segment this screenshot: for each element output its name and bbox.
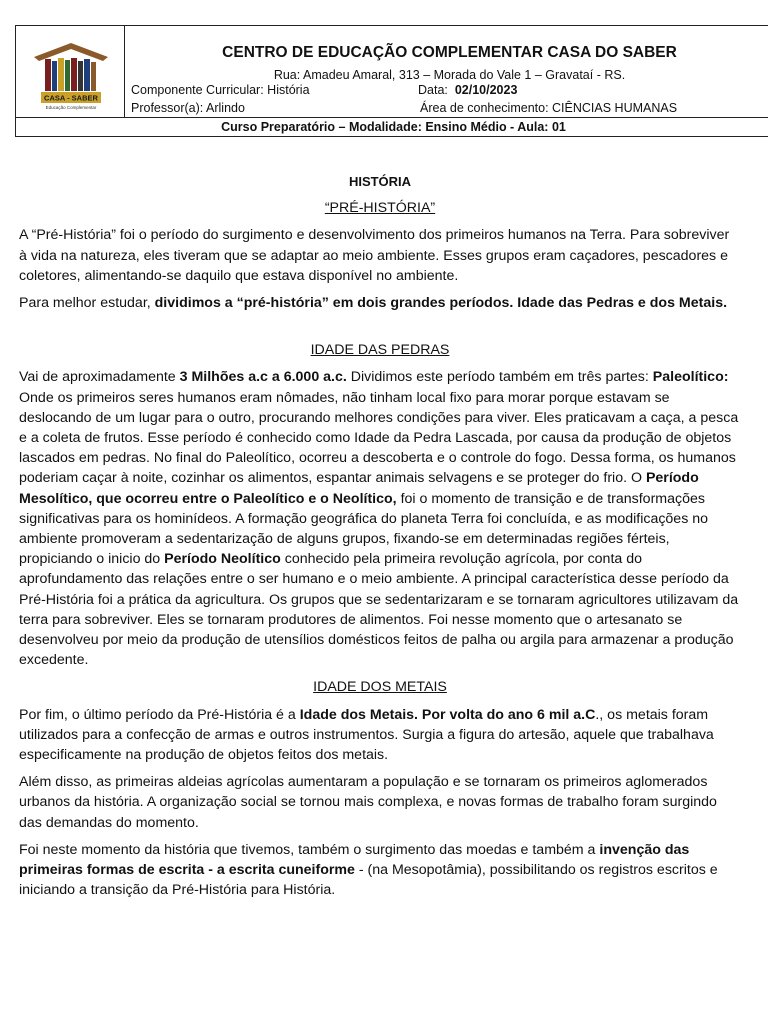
document-header (15, 25, 768, 137)
stones-date-range: 3 Milhões a.c a 6.000 a.c. (179, 369, 347, 386)
metals-age-term: Idade dos Metais. Por volta do ano 6 mil a.C (299, 706, 596, 723)
stones-text-g: foi o momento de transição e de transformações significativas para os hominídeos. A formação geográfica do planeta Terra foi concluída, e as modificações no ambiente promoveram a sedentarização de alguns grupos, fixando-se em determinadas regiões férteis, propiciando o inicio do (19, 490, 709, 568)
header-box (15, 25, 768, 118)
stones-text-e: Onde os primeiros seres humanos eram nômades, não tinham local fixo para morar porque estavam se deslocando de um lugar para o outro, procurando melhores condições para viver. Eles praticavam a caça, a pesca e a coleta de frutos. Esse período é conhecido como Idade da Pedra Lascada, por causa da produção de objetos lascados em pedras. No final do Paleolítico, ocorreu a descoberta e o controle do fogo. Dessa forma, os humanos poderiam caçar à noite, cozinhar os alimentos, espantar animais selvagens e se proteger do frio. O (19, 389, 739, 487)
stones-text-i: conhecido pela primeira revolução agrícola, por conta do aprofundamento das relações entre o ser humano e o meio ambiente. A principal característica desse período da Pré-História foi a prática da agricultura. Os grupos que se sedentarizaram e se tornaram agricultores utilizavam da terra para sobreviver. Eles se tornaram produtores de alimentos. Foi nesse momento que o artesanato se desenvolveu por meio da produção de utensílios domésticos feitos de palha ou argila para armazenar a produção excedente. (19, 551, 739, 669)
book-house-logo-icon (31, 43, 111, 111)
metals-text-c: ., os metais foram utilizados para a confecção de armas e outros instrumentos. Surgia a figura do artesão, aquele que trabalhava especificamente na produção de objetos feitos dos metais. (19, 706, 714, 764)
date-field (418, 83, 517, 97)
metals-paragraph-2: Além disso, as primeiras aldeias agrícolas aumentaram a população e se tornaram os primeiros aglomerados urbanos da história. A organização social se tornou mais complexa, e novas formas de trabalho foram surgindo das demandas do momento. (19, 774, 717, 831)
mesolithic-term: Período Mesolítico, que ocorreu entre o Paleolítico e o Neolítico, (19, 470, 699, 507)
knowledge-area: Área de conhecimento: CIÊNCIAS HUMANAS (420, 101, 678, 115)
page-subtitle (19, 198, 741, 218)
stones-heading-text: IDADE DAS PEDRAS (310, 342, 450, 359)
metals-paragraph-1 (19, 705, 741, 766)
stones-paragraph (19, 367, 741, 670)
neolithic-term: Período Neolítico (164, 551, 281, 568)
date-value: 02/10/2023 (454, 83, 518, 97)
stones-text-a: Vai de aproximadamente (19, 369, 180, 386)
logo-subtext: Educação Complementar (45, 105, 97, 110)
course-info: Curso Preparatório – Modalidade: Ensino Médio - Aula: 01 (15, 117, 768, 137)
intro-paragraph-2 (19, 293, 741, 313)
stones-text-c: Dividimos este período também em três partes: (346, 369, 653, 386)
metals-text-a: Por fim, o último período da Pré-História é a (19, 706, 300, 723)
logo-text: CASA - SABER (44, 93, 98, 103)
stones-heading (19, 340, 741, 360)
intro-paragraph-2-bold: dividimos a “pré-história” em dois grandes períodos. Idade das Pedras e dos Metais. (154, 295, 728, 312)
metals-paragraph-3 (19, 840, 741, 901)
logo-cell (16, 26, 125, 118)
paleolithic-term: Paleolítico: (652, 369, 729, 386)
teacher-name: Professor(a): Arlindo (131, 101, 245, 115)
document-body (19, 172, 741, 908)
writing-invention-term: invenção das primeiras formas de escrita - a escrita cuneiforme (19, 841, 690, 879)
page-subtitle-text: “PRÉ-HISTÓRIA” (324, 200, 436, 217)
school-address: Rua: Amadeu Amaral, 313 – Morada do Vale 1 – Gravataí - RS. (273, 68, 626, 82)
school-name: CENTRO DE EDUCAÇÃO COMPLEMENTAR CASA DO SABER (222, 44, 677, 61)
intro-paragraph-1: A “Pré-História” foi o período do surgimento e desenvolvimento dos primeiros humanos na Terra. Para sobreviver à vida na natureza, eles tiveram que se adaptar ao meio ambiente. Esses grupos eram caçadores, pescadores e coletores, alimentando-se daquilo que estava disponível no ambiente. (19, 227, 730, 284)
intro-paragraph-2-text: Para melhor estudar, (19, 295, 155, 312)
date-label: Data: (418, 83, 448, 97)
metals-p3-text-a: Foi neste momento da história que tivemos, também o surgimento das moedas e também a (19, 841, 600, 858)
curricular-component: Componente Curricular: História (131, 83, 310, 97)
page-title: HISTÓRIA (348, 174, 412, 189)
metals-heading (19, 677, 741, 697)
metals-heading-text: IDADE DOS METAIS (313, 679, 447, 696)
metals-p3-text-c: - (na Mesopotâmia), possibilitando os registros escritos e iniciando a transição da Pré-História para História. (19, 862, 718, 899)
